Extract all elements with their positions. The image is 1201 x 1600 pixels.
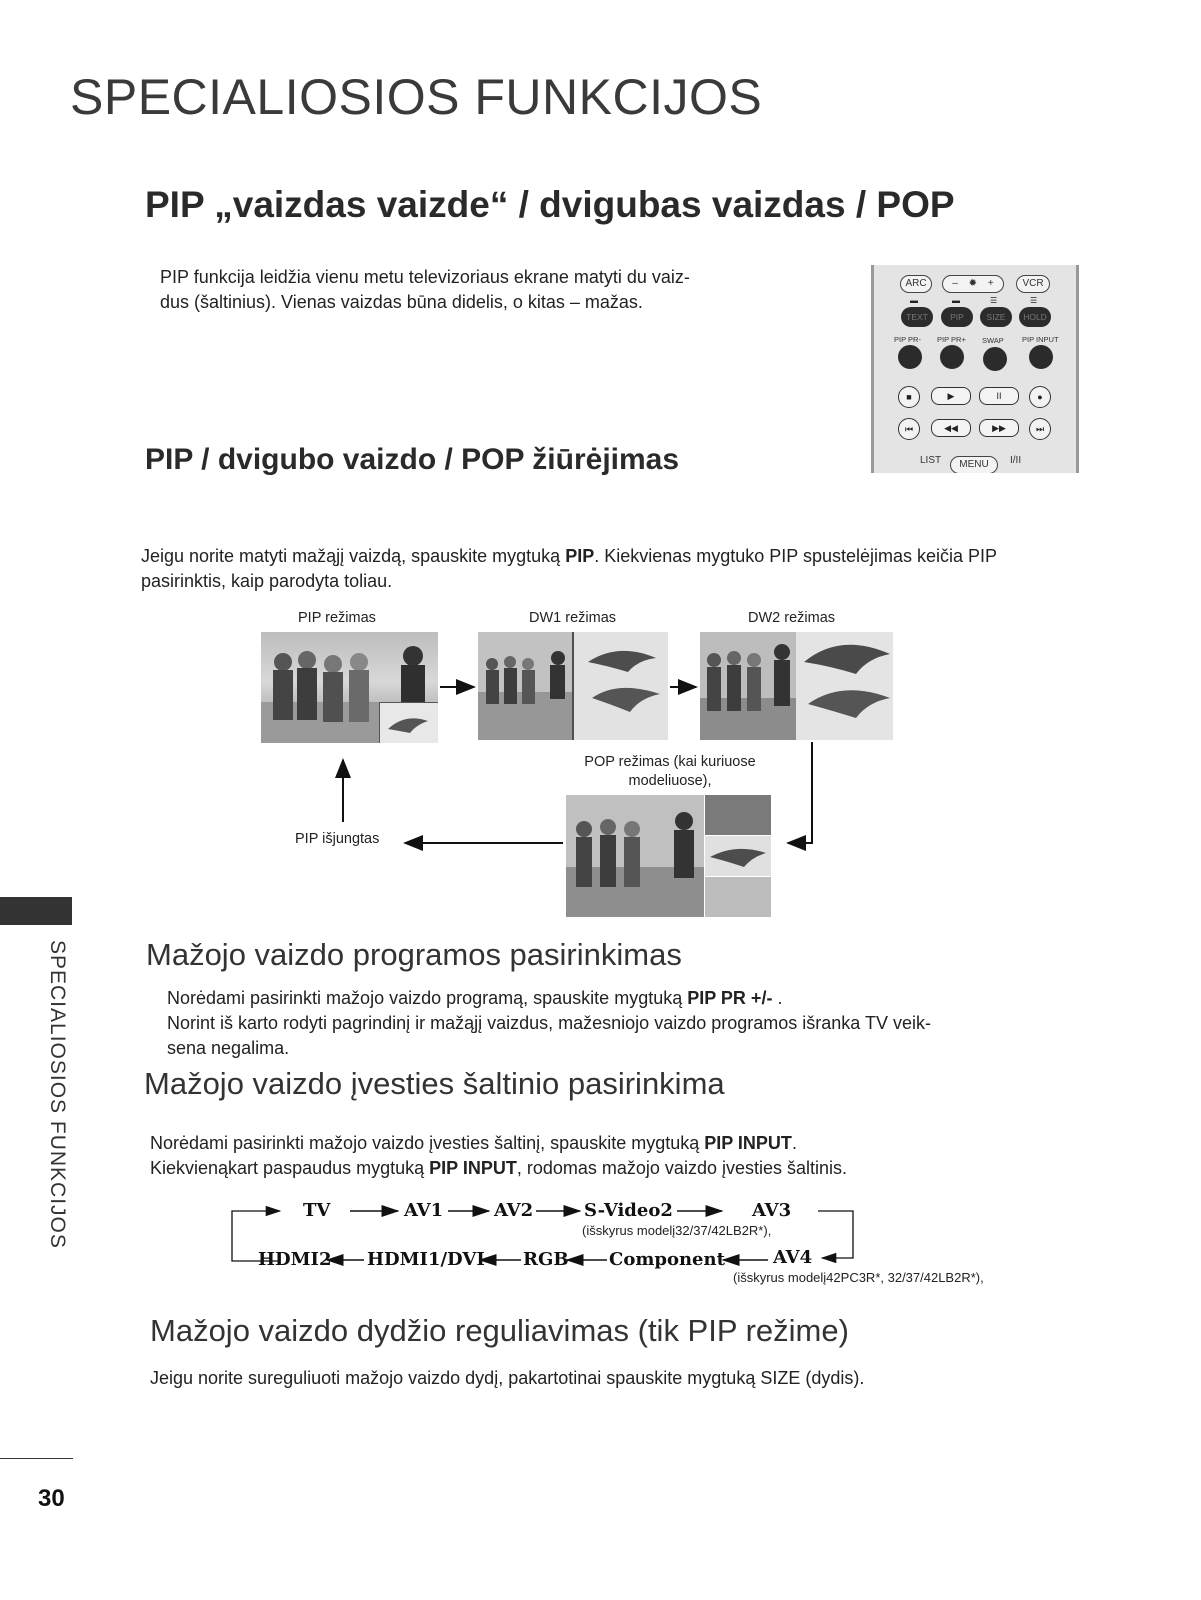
chain-loop-right <box>818 1211 853 1258</box>
side-section-label: SPECIALIOSIOS FUNKCIJOS <box>46 940 69 1249</box>
section-heading-size: Mažojo vaizdo dydžio reguliavimas (tik PIP režime) <box>150 1313 849 1348</box>
chain-tv: TV <box>303 1200 331 1221</box>
arc-button: ARC <box>900 275 932 293</box>
menu-button: MENU <box>950 456 998 473</box>
section-heading-program: Mažojo vaizdo programos pasirinkimas <box>146 937 682 972</box>
section-heading-pip: PIP „vaizdas vaizde“ / dvigubas vaizdas / POP <box>145 184 955 225</box>
section-heading-input: Mažojo vaizdo įvesties šaltinio pasirinkima <box>144 1066 725 1101</box>
pip-pr-plus-label: PIP PR+ <box>937 335 966 344</box>
section-heading-view: PIP / dvigubo vaizdo / POP žiūrėjimas <box>145 443 680 476</box>
program-line2: Norint iš karto rodyti pagrindinį ir mažąjį vaizdus, mažesniojo vaizdo programos išranka TV veik- <box>167 1013 931 1033</box>
hold-icon: ☰ <box>1030 296 1038 305</box>
sun-icon: ✹ <box>968 278 978 289</box>
chain-hdmi2: HDMI2 <box>258 1249 332 1270</box>
hold-button: HOLD <box>1019 307 1051 327</box>
program-line1-bold: PIP PR +/- <box>687 988 773 1008</box>
view-para-suffix: . Kiekvienas mygtuko PIP spustelėjimas keičia PIP <box>594 546 998 566</box>
pip-intro-line1: PIP funkcija leidžia vienu metu televizoriaus ekrane matyti du vaiz- <box>160 267 690 287</box>
next-button: ⏭ <box>1029 418 1051 440</box>
input-line2-prefix: Kiekvienąkart paspaudus mygtuką <box>150 1158 430 1178</box>
pip-input-label: PIP INPUT <box>1022 335 1059 344</box>
view-paragraph-line2: pasirinktis, kaip parodyta toliau. <box>141 571 393 591</box>
record-button: ● <box>1029 386 1051 408</box>
input-line1-suffix: . <box>791 1133 797 1153</box>
i-ii-label: I/II <box>1010 455 1022 466</box>
pip-intro-line2: dus (šaltinius). Vienas vaizdas būna didelis, o kitas – mažas. <box>160 292 643 312</box>
pause-button: II <box>979 387 1019 405</box>
input-line1-bold: PIP INPUT <box>704 1133 792 1153</box>
stop-button: ■ <box>898 386 920 408</box>
pip-off-label: PIP išjungtas <box>295 831 380 847</box>
pip-mode-label: PIP režimas <box>298 610 376 626</box>
list-label: LIST <box>920 455 942 466</box>
dw1-mode-label: DW1 režimas <box>529 610 617 626</box>
side-tab-marker <box>0 897 72 925</box>
input-line2-bold: PIP INPUT <box>429 1158 517 1178</box>
play-button: ▶ <box>931 387 971 405</box>
swap-label: SWAP <box>982 336 1004 345</box>
pop-mode-label: POP režimas <box>584 754 670 770</box>
page-number: 30 <box>38 1485 65 1512</box>
chain-hdmi1dvi: HDMI1/DVI <box>367 1249 485 1270</box>
chain-note-av3: (išskyrus modelį32/37/42LB2R*), <box>582 1223 772 1238</box>
chain-av4: AV4 <box>773 1247 813 1268</box>
pip-pr-minus-label: PIP PR- <box>894 335 921 344</box>
pip-button: PIP <box>941 307 973 327</box>
size-icon: ☰ <box>990 296 998 305</box>
page-title: SPECIALIOSIOS FUNKCIJOS <box>70 69 763 125</box>
fast-forward-button: ▶▶ <box>979 419 1019 437</box>
chain-component: Component <box>609 1249 725 1270</box>
text-button: TEXT <box>901 307 933 327</box>
program-line1-prefix: Norėdami pasirinkti mažojo vaizdo programą, spauskite mygtuką <box>167 988 688 1008</box>
pip-icon: ▬ <box>952 296 960 305</box>
size-button: SIZE <box>980 307 1012 327</box>
prev-button: ⏮ <box>898 418 920 440</box>
vcr-button: VCR <box>1016 275 1050 293</box>
text-icon: ▬ <box>910 296 918 305</box>
view-para-bold: PIP <box>565 546 595 566</box>
chain-note-av4: (išskyrus modelį42PC3R*, 32/37/42LB2R*), <box>733 1270 984 1285</box>
pop-note-2: modeliuose), <box>628 773 712 789</box>
dw2-mode-label: DW2 režimas <box>748 610 836 626</box>
chain-rgb: RGB <box>523 1249 569 1270</box>
view-para-prefix: Jeigu norite matyti mažąjį vaizdą, spauskite mygtuką <box>141 546 566 566</box>
input-line1-prefix: Norėdami pasirinkti mažojo vaizdo įvesties šaltinį, spauskite mygtuką <box>150 1133 705 1153</box>
size-paragraph: Jeigu norite sureguliuoti mažojo vaizdo dydį, pakartotinai spauskite mygtuką SIZE (dydis). <box>150 1368 865 1388</box>
pop-note-1: (kai kuriuose <box>673 754 756 770</box>
chain-svideo2: S-Video2 <box>584 1200 673 1221</box>
chain-av1: AV1 <box>404 1200 444 1221</box>
program-line1-suffix: . <box>772 988 783 1008</box>
chain-av2: AV2 <box>494 1200 534 1221</box>
rewind-button: ◀◀ <box>931 419 971 437</box>
plus-label: + <box>987 278 994 289</box>
input-line2-suffix: , rodomas mažojo vaizdo įvesties šaltinis. <box>516 1158 848 1178</box>
program-line3: sena negalima. <box>167 1038 290 1058</box>
page-number-rule <box>0 1458 73 1459</box>
minus-label: – <box>952 278 958 289</box>
chain-av3: AV3 <box>752 1200 792 1221</box>
